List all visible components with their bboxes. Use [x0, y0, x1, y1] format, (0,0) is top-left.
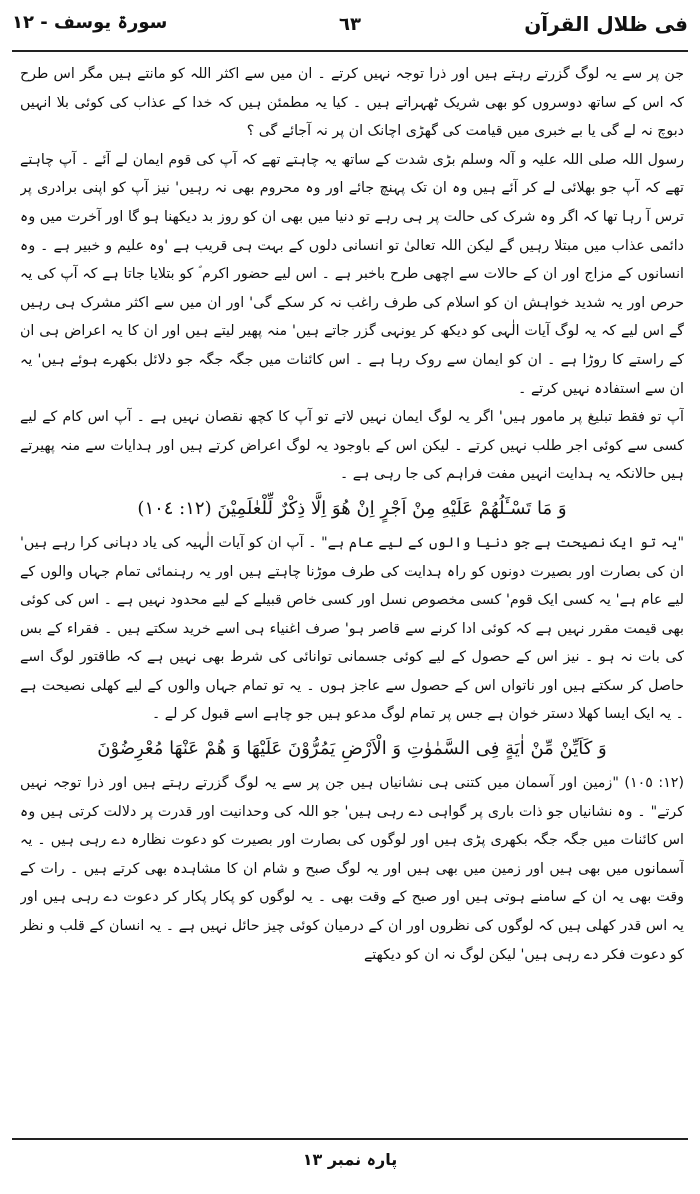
- paragraph-5-quote: "زمین اور آسمان میں کتنی ہی نشانیاں ہیں جن پر سے یہ لوگ گزرتے رہتے ہیں اور ذرا توجہ نہیں کرتے": [20, 775, 684, 820]
- ayah-104-text: وَ مَا تَسْـَٔلُهُمْ عَلَیْهِ مِنْ اَجْرٍ اِنْ هُوَ اِلَّا ذِكْرٌ لِّلْعٰلَمِیْنَ: [217, 497, 567, 519]
- ayah-105-text: وَ كَاَیِّنْ مِّنْ اٰیَةٍ فِی السَّمٰوٰتِ وَ الْاَرْضِ یَمُرُّوْنَ عَلَیْهَا وَ هُمْ عَنْهَا مُعْرِضُوْنَ: [97, 738, 607, 760]
- ayah-105: [20, 731, 684, 767]
- paragraph-2: رسول اللہ صلی اللہ علیہ و آلہ وسلم بڑی شدت کے ساتھ یہ چاہتے تھے کہ آپ کی قوم ایمان لے آئے ۔ آپ چاہتے تھے کہ آپ جو بھلائی لے کر آئے ہیں وہ ان تک پہنچ جائے اور وہ محروم بھی نہ رہیں' نیز آپ کو اپنی برادری پر ترس آ رہا تھا کہ اگر وہ شرک کی حالت پر ہی رہے تو دنیا میں بھی ان کو روز بد دیکھنا ہو گا اور آخرت میں وہ دائمی عذاب میں مبتلا رہیں گے لیکن اللہ تعالیٰ تو انسانی دلوں کے بہت ہی قریب ہے 'وہ علیم و خبیر ہے ۔ وہ انسانوں کے مزاج اور ان کے حالات سے اچھی طرح باخبر ہے ۔ اس لیے حضور اکرم ؐ کو بتلایا جاتا ہے کہ آپ کی یہ حرص اور یہ شدید خواہش ان کو اسلام کی طرف راغب نہ کر سکے گی' اور ان میں سے اکثر مشرک ہی رہیں گے اس لیے کہ یہ لوگ آیات الٰہی کو دیکھ کر یونہی گزر جاتے ہیں' منہ پھیر لیتے ہیں اور ان کا یہ اعراض ہی ان کے راستے کا روڑا ہے ۔ ان کو ایمان سے روک رہا ہے ۔ اس کائنات میں جگہ جگہ جو دلائل بکھرے ہوئے ہیں' یہ ان سے استفادہ نہیں کرتے ۔: [20, 151, 684, 397]
- paragraph-5-text: ۔ وہ نشانیاں جو ذات باری پر گواہی دے رہی ہیں' جو اللہ کی وحدانیت اور قدرت پر دلالت کرتی ہیں وہ اس کائنات میں جگہ جگہ بکھری پڑی ہیں اور لوگوں کی بصارت اور بصیرت کو دعوت نظارہ دے رہی ہیں ۔ یہ آسمانوں میں بھی ہیں اور زمین میں بھی ہیں اور یہ لوگ صبح و شام ان کا مشاہدہ بھی کرتے ہیں ۔ رات کے وقت بھی یہ ان کے سامنے ہوتی ہیں اور صبح کے وقت بھی ۔ یہ لوگوں کو پکار پکار کر دعوت دے رہی ہیں اور یہ اس قدر کھلی ہیں کہ لوگوں کی نظروں اور ان کے درمیان کوئی چیز حائل نہیں ہے ۔ یہ انسان کے قلب و نظر کو دعوت فکر دے رہی ہیں' لیکن لوگ نہ ان کو دیکھتے: [20, 803, 684, 963]
- footer-rule: [12, 1138, 688, 1140]
- paragraph-4-quote: "یہ تو ایک نصیحت ہے جو دنیا والوں کے لیے عام ہے": [321, 534, 684, 551]
- ayah-104: [20, 491, 684, 527]
- ayah-105-reference: (١٢: ١٠٥): [624, 775, 684, 792]
- paragraph-4: [20, 529, 684, 729]
- book-title: فی ظلال القرآن: [524, 12, 688, 36]
- para-number: پارہ نمبر ١٣: [302, 1150, 398, 1169]
- paragraph-4-text: ۔ آپ ان کو آیات الٰہیہ کی یاد دہانی کرا رہے ہیں' ان کی بصارت اور بصیرت دونوں کو راہ ہدایت کی طرف موڑنا چاہتے ہیں اور یہ رہنمائی تمام جہاں والوں کے لیے عام ہے' یہ کسی ایک قوم' کسی مخصوص نسل اور کسی خاص قبیلے کے لیے محدود نہیں ہے ۔ اس کی کوئی بھی قیمت مقرر نہیں ہے کہ کوئی ادا کرنے سے قاصر ہو' صرف اغنیاء ہی اسے خرید سکتے ہیں ۔ فقراء کے بس کی بات نہ ہو ۔ نیز اس کے حصول کے لیے کوئی جسمانی توانائی کی شرط بھی نہیں ہے کہ طاقتور لوگ اسے حاصل کر سکتے ہیں اور ناتواں اس کے حصول سے عاجز ہوں ۔ یہ تو تمام جہاں والوں کے لیے کھلی نصیحت ہے ۔ یہ ایک ایسا کھلا دستر خوان ہے جس پر تمام لوگ مدعو ہیں جو چاہے اسے قبول کر لے ۔: [20, 534, 684, 723]
- ayah-104-reference: (١٢: ١٠٤): [137, 497, 212, 519]
- paragraph-5: [20, 769, 684, 969]
- page-body: [20, 60, 684, 1132]
- page-header: [12, 2, 688, 52]
- surah-label: سورۃ یوسف - ١٢: [12, 12, 168, 33]
- paragraph-1: جن پر سے یہ لوگ گزرتے رہتے ہیں اور ذرا توجہ نہیں کرتے ۔ ان میں سے اکثر اللہ کو مانتے ہیں مگر اس طرح کہ اس کے ساتھ دوسروں کو بھی شریک ٹھہراتے ہیں ۔ کیا یہ مطمئن ہیں کہ خدا کے عذاب کی کوئی بلا انہیں دبوچ نہ لے گی یا بے خبری میں قیامت کی گھڑی اچانک ان پر نہ آجائے گی ؟: [20, 66, 684, 140]
- page-number: ٦٣: [339, 14, 361, 35]
- header-rule: [12, 50, 688, 52]
- paragraph-3: آپ تو فقط تبلیغ پر مامور ہیں' اگر یہ لوگ ایمان نہیں لاتے تو آپ کا کچھ نقصان نہیں ہے ۔ آپ اس کام کے لیے کسی سے کوئی اجر طلب نہیں کرتے ۔ لیکن اس کے باوجود یہ لوگ اعراض کرتے ہیں اور ہدایات سے منہ پھیرتے ہیں حالانکہ یہ ہدایت انہیں مفت فراہم کی جا رہی ہے ۔: [20, 409, 684, 483]
